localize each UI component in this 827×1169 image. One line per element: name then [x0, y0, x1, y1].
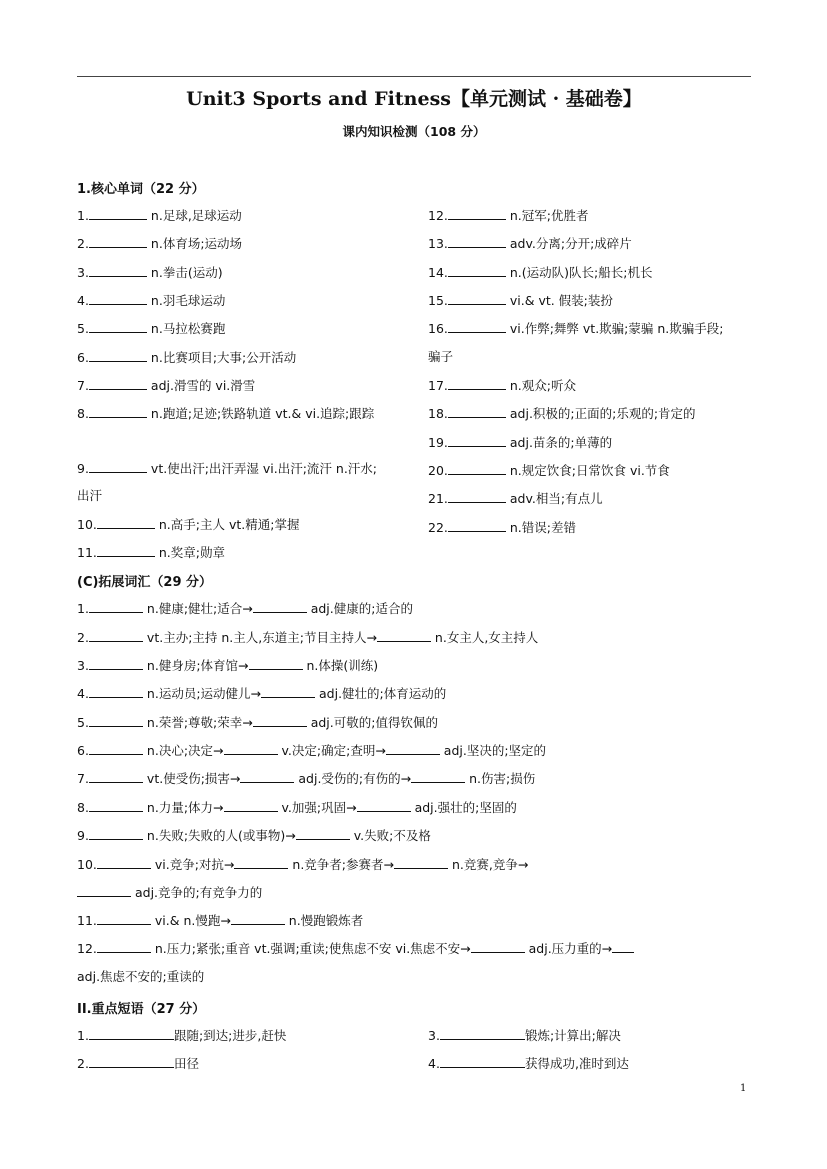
answer-blank[interactable] — [97, 910, 151, 925]
page-subtitle: 课内知识检测（108 分） — [342, 124, 486, 139]
answer-blank[interactable] — [89, 825, 143, 840]
item-definition: n.羽毛球运动 — [150, 293, 226, 308]
vocab-item — [77, 627, 538, 647]
vocab-item — [77, 347, 296, 367]
answer-blank[interactable] — [448, 460, 506, 475]
answer-blank[interactable] — [89, 627, 143, 642]
item-definition: adj.压力重的→ — [528, 941, 613, 956]
vocab-item — [77, 233, 242, 253]
answer-blank[interactable] — [89, 712, 143, 727]
item-definition: adj.健壮的;体育运动的 — [319, 686, 447, 701]
item-number: 17. — [428, 378, 448, 393]
item-definition: adj.强壮的;坚固的 — [414, 800, 517, 815]
item-definition: vi.& n.慢跑→ — [154, 913, 231, 928]
item-number: 9. — [77, 461, 89, 476]
vocab-item — [428, 205, 588, 225]
answer-blank[interactable] — [89, 290, 147, 305]
item-number: 12. — [428, 208, 448, 223]
item-definition: n.决心;决定→ — [146, 743, 224, 758]
vocab-item — [428, 290, 613, 310]
item-definition: 跟随;到达;进步,赶快 — [173, 1028, 287, 1043]
answer-blank[interactable] — [89, 683, 143, 698]
item-number: 14. — [428, 265, 448, 280]
item-number: 2. — [77, 236, 89, 251]
item-definition: adv.相当;有点儿 — [509, 491, 603, 506]
page-number: 1 — [740, 1083, 747, 1094]
item-number: 4. — [77, 686, 89, 701]
answer-blank[interactable] — [224, 797, 278, 812]
vocab-item — [77, 205, 242, 225]
vocab-item — [77, 598, 413, 618]
item-definition: adj.可敬的;值得钦佩的 — [310, 715, 438, 730]
vocab-item — [77, 290, 225, 310]
item-definition: adj.受伤的;有伤的→ — [298, 771, 412, 786]
item-number: 21. — [428, 491, 448, 506]
item-number: 4. — [77, 293, 89, 308]
vocab-item — [77, 910, 363, 930]
item-number: 13. — [428, 236, 448, 251]
item-number: 15. — [428, 293, 448, 308]
answer-blank[interactable] — [89, 205, 147, 220]
item-number: 1. — [77, 601, 89, 616]
answer-blank[interactable] — [97, 854, 151, 869]
section1-heading: 1.核心单词（22 分） — [77, 182, 205, 197]
item-definition: adj.滑雪的 vi.滑雪 — [150, 378, 256, 393]
answer-blank[interactable] — [448, 488, 506, 503]
item-number: 6. — [77, 743, 89, 758]
answer-blank[interactable] — [357, 797, 411, 812]
answer-blank[interactable] — [296, 825, 350, 840]
answer-blank[interactable] — [253, 712, 307, 727]
phrase-item — [428, 1053, 629, 1073]
item-definition: vt.使受伤;损害→ — [146, 771, 241, 786]
vocab-item — [428, 233, 632, 253]
answer-blank[interactable] — [97, 938, 151, 953]
item-number: 2. — [77, 630, 89, 645]
item-definition: v.加强;巩固→ — [281, 800, 357, 815]
item-definition: n.女主人,女主持人 — [434, 630, 539, 645]
answer-blank[interactable] — [411, 768, 465, 783]
item-definition: n.高手;主人 vt.精通;掌握 — [158, 517, 300, 532]
section2-heading: (C)拓展词汇（29 分） — [77, 575, 213, 590]
answer-blank[interactable] — [471, 938, 525, 953]
answer-blank[interactable] — [240, 768, 294, 783]
answer-blank[interactable] — [448, 432, 506, 447]
item-number: 18. — [428, 406, 448, 421]
item-number: 3. — [428, 1028, 440, 1043]
item-definition: n.健身房;体育馆→ — [146, 658, 249, 673]
page-title: Unit3 Sports and Fitness【单元测试 · 基础卷】 — [186, 88, 642, 110]
answer-blank[interactable] — [89, 1053, 174, 1068]
item-definition: n.体育场;运动场 — [150, 236, 243, 251]
item-definition: n.(运动队)队长;船长;机长 — [509, 265, 653, 280]
phrase-item — [77, 1025, 286, 1045]
vocab-item — [77, 740, 546, 760]
item-definition: n.冠军;优胜者 — [509, 208, 589, 223]
vocab-item — [77, 712, 438, 732]
item-definition: n.奖章;勋章 — [158, 545, 225, 560]
item-definition: n.规定饮食;日常饮食 vi.节食 — [509, 463, 670, 478]
item-number: 3. — [77, 658, 89, 673]
item-number: 9. — [77, 828, 89, 843]
item-definition: v.决定;确定;查明→ — [281, 743, 386, 758]
vocab-item — [77, 797, 517, 817]
vocab-item — [428, 375, 576, 395]
answer-blank[interactable] — [89, 403, 147, 418]
vocab-item — [77, 486, 102, 506]
item-number: 6. — [77, 350, 89, 365]
answer-blank[interactable] — [440, 1025, 525, 1040]
item-definition: n.失败;失败的人(或事物)→ — [146, 828, 296, 843]
item-definition: n.跑道;足迹;铁路轨道 vt.& vi.追踪;跟踪 — [150, 406, 375, 421]
vocab-item — [77, 262, 223, 282]
vocab-item — [428, 517, 576, 537]
answer-blank[interactable] — [253, 598, 307, 613]
item-number: 11. — [77, 545, 97, 560]
vocab-item — [77, 375, 255, 395]
vocab-item — [77, 683, 446, 703]
item-definition: adv.分离;分开;成碎片 — [509, 236, 632, 251]
item-definition: vt.主办;主持 n.主人,东道主;节目主持人→ — [146, 630, 377, 645]
answer-blank[interactable] — [448, 290, 506, 305]
item-definition: n.运动员;运动健儿→ — [146, 686, 262, 701]
vocab-item — [428, 488, 603, 508]
item-definition: n.竞赛,竞争→ — [451, 857, 529, 872]
answer-blank[interactable] — [377, 627, 431, 642]
item-number: 16. — [428, 321, 448, 336]
item-definition: adj.坚决的;坚定的 — [443, 743, 547, 758]
item-number: 2. — [77, 1056, 89, 1071]
vocab-item — [428, 432, 612, 452]
answer-blank[interactable] — [448, 517, 506, 532]
answer-blank[interactable] — [612, 938, 634, 953]
vocab-item — [77, 458, 377, 478]
vocab-item — [428, 403, 696, 423]
answer-blank[interactable] — [231, 910, 285, 925]
item-definition: adj.健康的;适合的 — [310, 601, 413, 616]
item-definition: 骗子 — [428, 349, 454, 364]
answer-blank[interactable] — [77, 882, 131, 897]
item-number: 5. — [77, 321, 89, 336]
answer-blank[interactable] — [234, 854, 288, 869]
item-number: 4. — [428, 1056, 440, 1071]
answer-blank[interactable] — [89, 347, 147, 362]
vocab-item — [428, 347, 453, 367]
item-definition: 获得成功,准时到达 — [524, 1056, 629, 1071]
item-number: 8. — [77, 406, 89, 421]
answer-blank[interactable] — [448, 318, 506, 333]
vocab-item — [77, 854, 528, 874]
answer-blank[interactable] — [89, 375, 147, 390]
item-definition: n.力量;体力→ — [146, 800, 224, 815]
item-number: 19. — [428, 435, 448, 450]
item-number: 10. — [77, 857, 97, 872]
answer-blank[interactable] — [89, 318, 147, 333]
vocab-item — [77, 403, 374, 423]
item-number: 7. — [77, 771, 89, 786]
answer-blank[interactable] — [89, 1025, 174, 1040]
answer-blank[interactable] — [89, 598, 143, 613]
item-definition: n.比赛项目;大事;公开活动 — [150, 350, 297, 365]
item-definition: n.健康;健壮;适合→ — [146, 601, 253, 616]
item-number: 3. — [77, 265, 89, 280]
vocab-item — [77, 514, 299, 534]
item-definition: n.足球,足球运动 — [150, 208, 242, 223]
item-number: 20. — [428, 463, 448, 478]
item-definition: n.马拉松赛跑 — [150, 321, 226, 336]
item-definition: v.失败;不及格 — [353, 828, 431, 843]
item-definition: adj.苗条的;单薄的 — [509, 435, 613, 450]
vocab-item — [428, 262, 652, 282]
item-definition: adj.竞争的;有竞争力的 — [134, 885, 263, 900]
section3-heading: II.重点短语（27 分） — [77, 1002, 206, 1017]
answer-blank[interactable] — [224, 740, 278, 755]
answer-blank[interactable] — [97, 542, 155, 557]
item-definition: vt.使出汗;出汗弄湿 vi.出汗;流汗 n.汗水; — [150, 461, 378, 476]
item-number: 8. — [77, 800, 89, 815]
vocab-item — [77, 882, 262, 902]
item-number: 1. — [77, 1028, 89, 1043]
item-definition: 田径 — [173, 1056, 199, 1071]
answer-blank[interactable] — [448, 262, 506, 277]
vocab-item — [77, 938, 634, 958]
item-definition: n.拳击(运动) — [150, 265, 223, 280]
vocab-item — [428, 318, 723, 338]
vocab-item — [77, 825, 431, 845]
vocab-item — [428, 460, 670, 480]
item-definition: n.压力;紧张;重音 vt.强调;重读;使焦虑不安 vi.焦虑不安→ — [154, 941, 471, 956]
phrase-item — [428, 1025, 621, 1045]
answer-blank[interactable] — [89, 233, 147, 248]
header-rule — [77, 76, 751, 77]
item-definition: 出汗 — [77, 488, 103, 503]
answer-blank[interactable] — [89, 797, 143, 812]
item-definition: vi.& vt. 假装;装扮 — [509, 293, 613, 308]
answer-blank[interactable] — [448, 233, 506, 248]
item-number: 7. — [77, 378, 89, 393]
answer-blank[interactable] — [89, 458, 147, 473]
item-definition: vi.作弊;舞弊 vt.欺骗;蒙骗 n.欺骗手段; — [509, 321, 724, 336]
answer-blank[interactable] — [440, 1053, 525, 1068]
vocab-item — [77, 967, 204, 987]
answer-blank[interactable] — [97, 514, 155, 529]
item-definition: n.慢跑锻炼者 — [288, 913, 364, 928]
item-number: 10. — [77, 517, 97, 532]
answer-blank[interactable] — [89, 655, 143, 670]
answer-blank[interactable] — [89, 768, 143, 783]
answer-blank[interactable] — [448, 403, 506, 418]
item-definition: n.错误;差错 — [509, 520, 576, 535]
item-number: 5. — [77, 715, 89, 730]
answer-blank[interactable] — [249, 655, 303, 670]
item-definition: n.竞争者;参赛者→ — [292, 857, 394, 872]
phrase-item — [77, 1053, 199, 1073]
item-definition: adj.焦虑不安的;重读的 — [77, 969, 205, 984]
answer-blank[interactable] — [386, 740, 440, 755]
item-number: 12. — [77, 941, 97, 956]
answer-blank[interactable] — [448, 375, 506, 390]
vocab-item — [77, 655, 378, 675]
answer-blank[interactable] — [261, 683, 315, 698]
vocab-item — [77, 542, 225, 562]
answer-blank[interactable] — [448, 205, 506, 220]
item-number: 22. — [428, 520, 448, 535]
item-definition: n.观众;听众 — [509, 378, 576, 393]
item-definition: n.体操(训练) — [306, 658, 379, 673]
item-definition: adj.积极的;正面的;乐观的;肯定的 — [509, 406, 696, 421]
answer-blank[interactable] — [394, 854, 448, 869]
item-definition: n.荣誉;尊敬;荣幸→ — [146, 715, 253, 730]
item-definition: 锻炼;计算出;解决 — [524, 1028, 621, 1043]
answer-blank[interactable] — [89, 740, 143, 755]
vocab-item — [77, 318, 225, 338]
item-definition: n.伤害;损伤 — [469, 771, 536, 786]
answer-blank[interactable] — [89, 262, 147, 277]
vocab-item — [77, 768, 535, 788]
item-number: 11. — [77, 913, 97, 928]
item-number: 1. — [77, 208, 89, 223]
item-definition: vi.竞争;对抗→ — [154, 857, 235, 872]
